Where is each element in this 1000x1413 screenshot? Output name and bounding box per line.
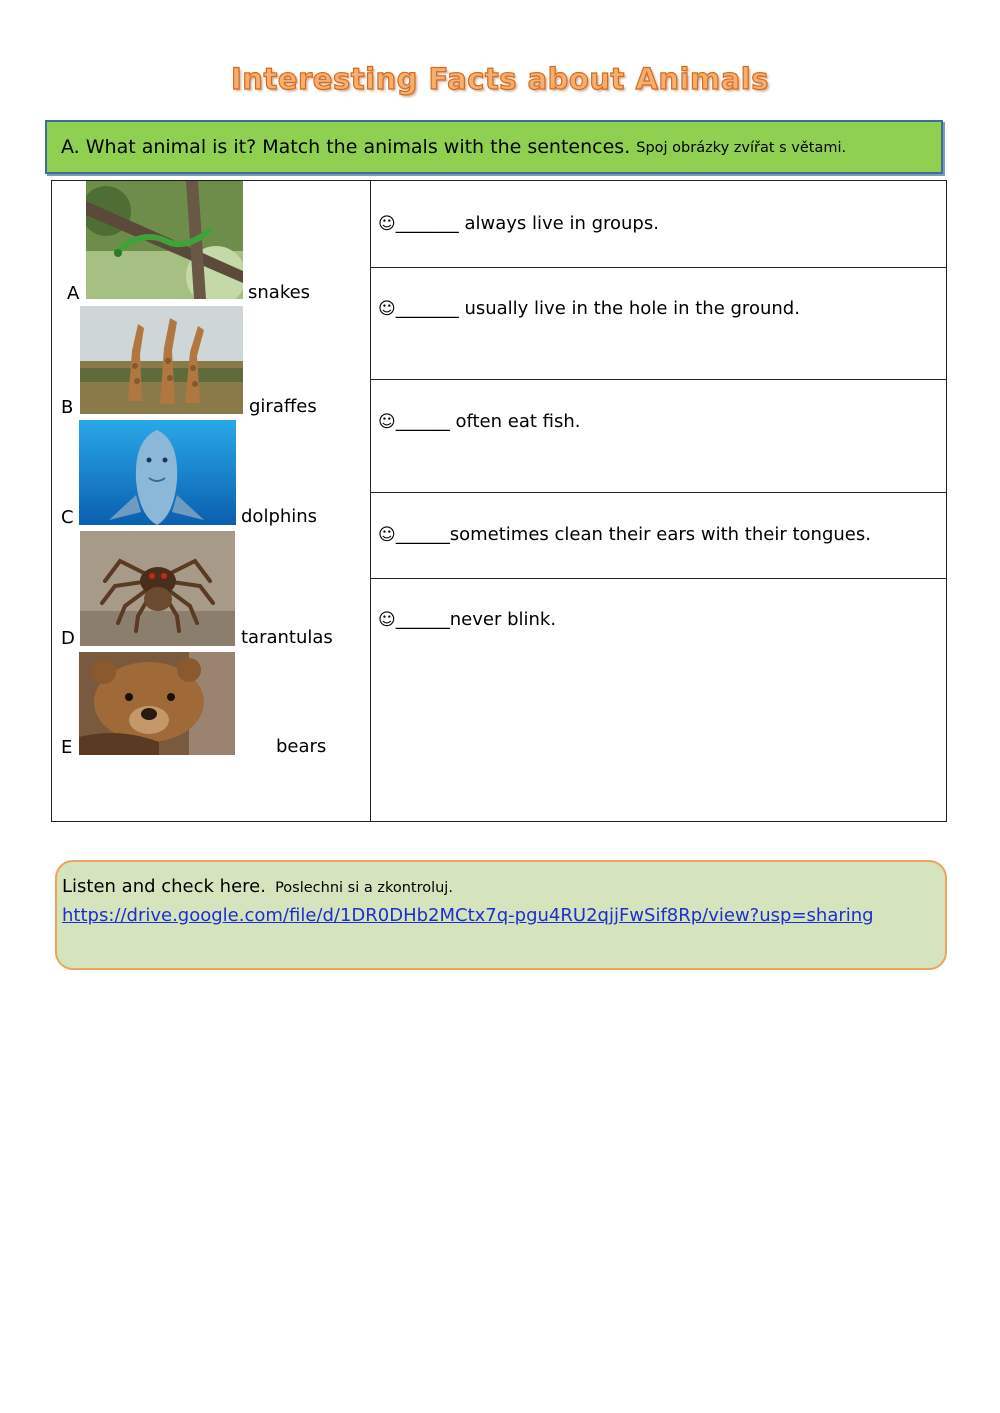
animal-letter-d: D [61,628,75,649]
animal-name-bears: bears [276,736,327,757]
tarantula-photo [80,531,235,646]
smiley-icon: ☺ [378,525,396,545]
animal-letter-e: E [61,737,73,758]
row-divider [370,578,946,579]
listen-box [55,860,947,970]
row-divider [370,379,946,380]
smiley-icon: ☺ [378,412,396,432]
column-divider [370,181,371,821]
listen-translation: Poslechni si a zkontroluj. [275,880,453,896]
sentence-text: ______sometimes clean their ears with their tongues. [395,524,871,545]
smiley-icon: ☺ [378,610,396,630]
sentence-1 [378,213,659,234]
bear-photo [79,652,235,755]
listen-text: Listen and check here. [62,876,266,897]
row-divider [370,267,946,268]
sentence-4 [378,524,871,545]
snake-photo [86,181,243,299]
sentence-text: ______ often eat fish. [395,411,581,432]
smiley-icon: ☺ [378,299,396,319]
animal-name-giraffes: giraffes [249,396,317,417]
animal-name-dolphins: dolphins [241,506,318,527]
sentence-5 [378,609,556,630]
dolphin-photo [79,420,236,525]
sentence-text: _______ always live in groups. [395,213,659,234]
animal-letter-b: B [61,397,74,418]
sentence-2 [378,298,800,319]
audio-link[interactable]: https://drive.google.com/file/d/1DR0DHb2MCtx7q-pgu4RU2qjjFwSif8Rp/view?usp=sharing [62,905,874,926]
animal-name-snakes: snakes [248,282,311,303]
animal-name-tarantulas: tarantulas [241,627,333,648]
sentence-3 [378,411,580,432]
row-divider [370,492,946,493]
matching-table [51,180,947,822]
page-title: Interesting Facts about Animals [231,62,769,96]
animal-letter-a: A [67,283,80,304]
animal-letter-c: C [61,507,74,528]
giraffes-photo [80,306,243,414]
sentence-text: ______never blink. [395,609,557,630]
instruction-translation: Spoj obrázky zvířat s větami. [636,140,847,156]
instruction-text: A. What animal is it? Match the animals with the sentences. [61,136,631,158]
smiley-icon: ☺ [378,214,396,234]
sentence-text: _______ usually live in the hole in the ground. [395,298,800,319]
instruction-banner [45,120,943,174]
